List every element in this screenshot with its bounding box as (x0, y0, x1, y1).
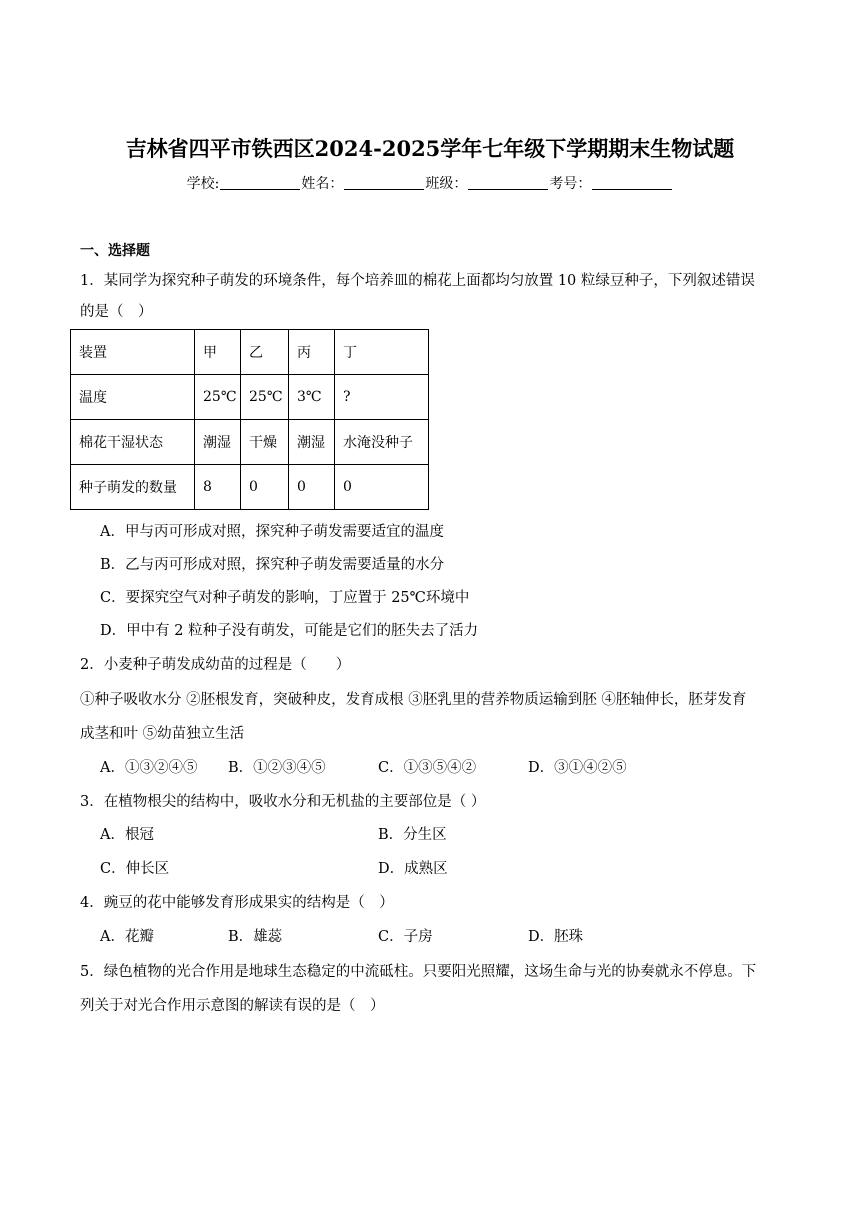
table-cell: ? (335, 375, 429, 420)
table-cell: 甲 (195, 330, 241, 375)
table-cell: 3℃ (289, 375, 335, 420)
table-row (71, 465, 429, 510)
table-row (71, 375, 429, 420)
q1-option-d: D．甲中有 2 粒种子没有萌发，可能是它们的胚失去了活力 (100, 623, 479, 639)
q1-experiment-table (70, 329, 429, 510)
table-cell: 干燥 (241, 420, 289, 465)
name-blank (344, 175, 424, 190)
q5-stem-line2: 列关于对光合作用示意图的解读有误的是（ ） (80, 998, 385, 1014)
exam-number-blank (592, 175, 672, 190)
table-cell: 丁 (335, 330, 429, 375)
q5-stem-line1: 5．绿色植物的光合作用是地球生态稳定的中流砥柱。只要阳光照耀，这场生命与光的协奏就永不停息。下 (80, 964, 757, 980)
q4-option-a: A．花瓣 (100, 929, 154, 945)
q2-option-b: B．①②③④⑤ (228, 760, 326, 776)
table-cell: 潮湿 (195, 420, 241, 465)
q2-steps-line2: 成茎和叶 ⑤幼苗独立生活 (80, 726, 245, 742)
q4-option-b: B．雄蕊 (228, 929, 283, 945)
table-cell: 0 (289, 465, 335, 510)
table-cell: 水淹没种子 (335, 420, 429, 465)
q3-option-c: C．伸长区 (100, 861, 170, 877)
exam-title: 吉林省四平市铁西区2024-2025学年七年级下学期期末生物试题 (125, 136, 735, 161)
table-cell: 种子萌发的数量 (71, 465, 195, 510)
table-row (71, 330, 429, 375)
section-heading: 一、选择题 (80, 243, 150, 259)
q4-stem: 4．豌豆的花中能够发育形成果实的结构是（ ） (80, 895, 394, 911)
q1-stem-line1: 1．某同学为探究种子萌发的环境条件，每个培养皿的棉花上面都均匀放置 10 粒绿豆种子，下列叙述错误 (80, 273, 755, 289)
q2-option-d: D．③①④②⑤ (528, 760, 627, 776)
q3-stem: 3．在植物根尖的结构中，吸收水分和无机盐的主要部位是（ ） (80, 794, 486, 810)
q2-option-c: C．①③⑤④② (378, 760, 477, 776)
table-cell: 棉花干湿状态 (71, 420, 195, 465)
table-cell: 25℃ (241, 375, 289, 420)
table-cell: 0 (335, 465, 429, 510)
q2-option-a: A．①③②④⑤ (100, 760, 198, 776)
class-label: 班级： (425, 176, 468, 192)
table-cell: 潮湿 (289, 420, 335, 465)
q2-steps-line1: ①种子吸收水分 ②胚根发育，突破种皮，发育成根 ③胚乳里的营养物质运输到胚 ④胚轴伸长，胚芽发育 (80, 692, 747, 708)
q1-option-a: A．甲与丙可形成对照，探究种子萌发需要适宜的温度 (100, 524, 444, 540)
q1-stem-line2: 的是（ ） (80, 304, 153, 320)
table-cell: 0 (241, 465, 289, 510)
table-row (71, 420, 429, 465)
table-cell: 装置 (71, 330, 195, 375)
table-cell: 温度 (71, 375, 195, 420)
table-cell: 25℃ (195, 375, 241, 420)
school-blank (220, 175, 300, 190)
q3-option-d: D．成熟区 (378, 861, 448, 877)
table-cell: 丙 (289, 330, 335, 375)
q3-option-a: A．根冠 (100, 827, 154, 843)
q3-option-b: B．分生区 (378, 827, 447, 843)
exam-number-label: 考号： (549, 176, 592, 192)
table-cell: 乙 (241, 330, 289, 375)
student-info-line (0, 174, 860, 194)
q1-option-c: C．要探究空气对种子萌发的影响，丁应置于 25℃环境中 (100, 590, 470, 606)
q1-option-b: B．乙与丙可形成对照，探究种子萌发需要适量的水分 (100, 557, 445, 573)
table-cell: 8 (195, 465, 241, 510)
q2-stem: 2．小麦种子萌发成幼苗的过程是（ ） (80, 657, 351, 673)
school-label: 学校: (186, 176, 220, 192)
q4-option-d: D．胚珠 (528, 929, 584, 945)
name-label: 姓名： (301, 176, 344, 192)
class-blank (468, 175, 548, 190)
q4-option-c: C．子房 (378, 929, 433, 945)
